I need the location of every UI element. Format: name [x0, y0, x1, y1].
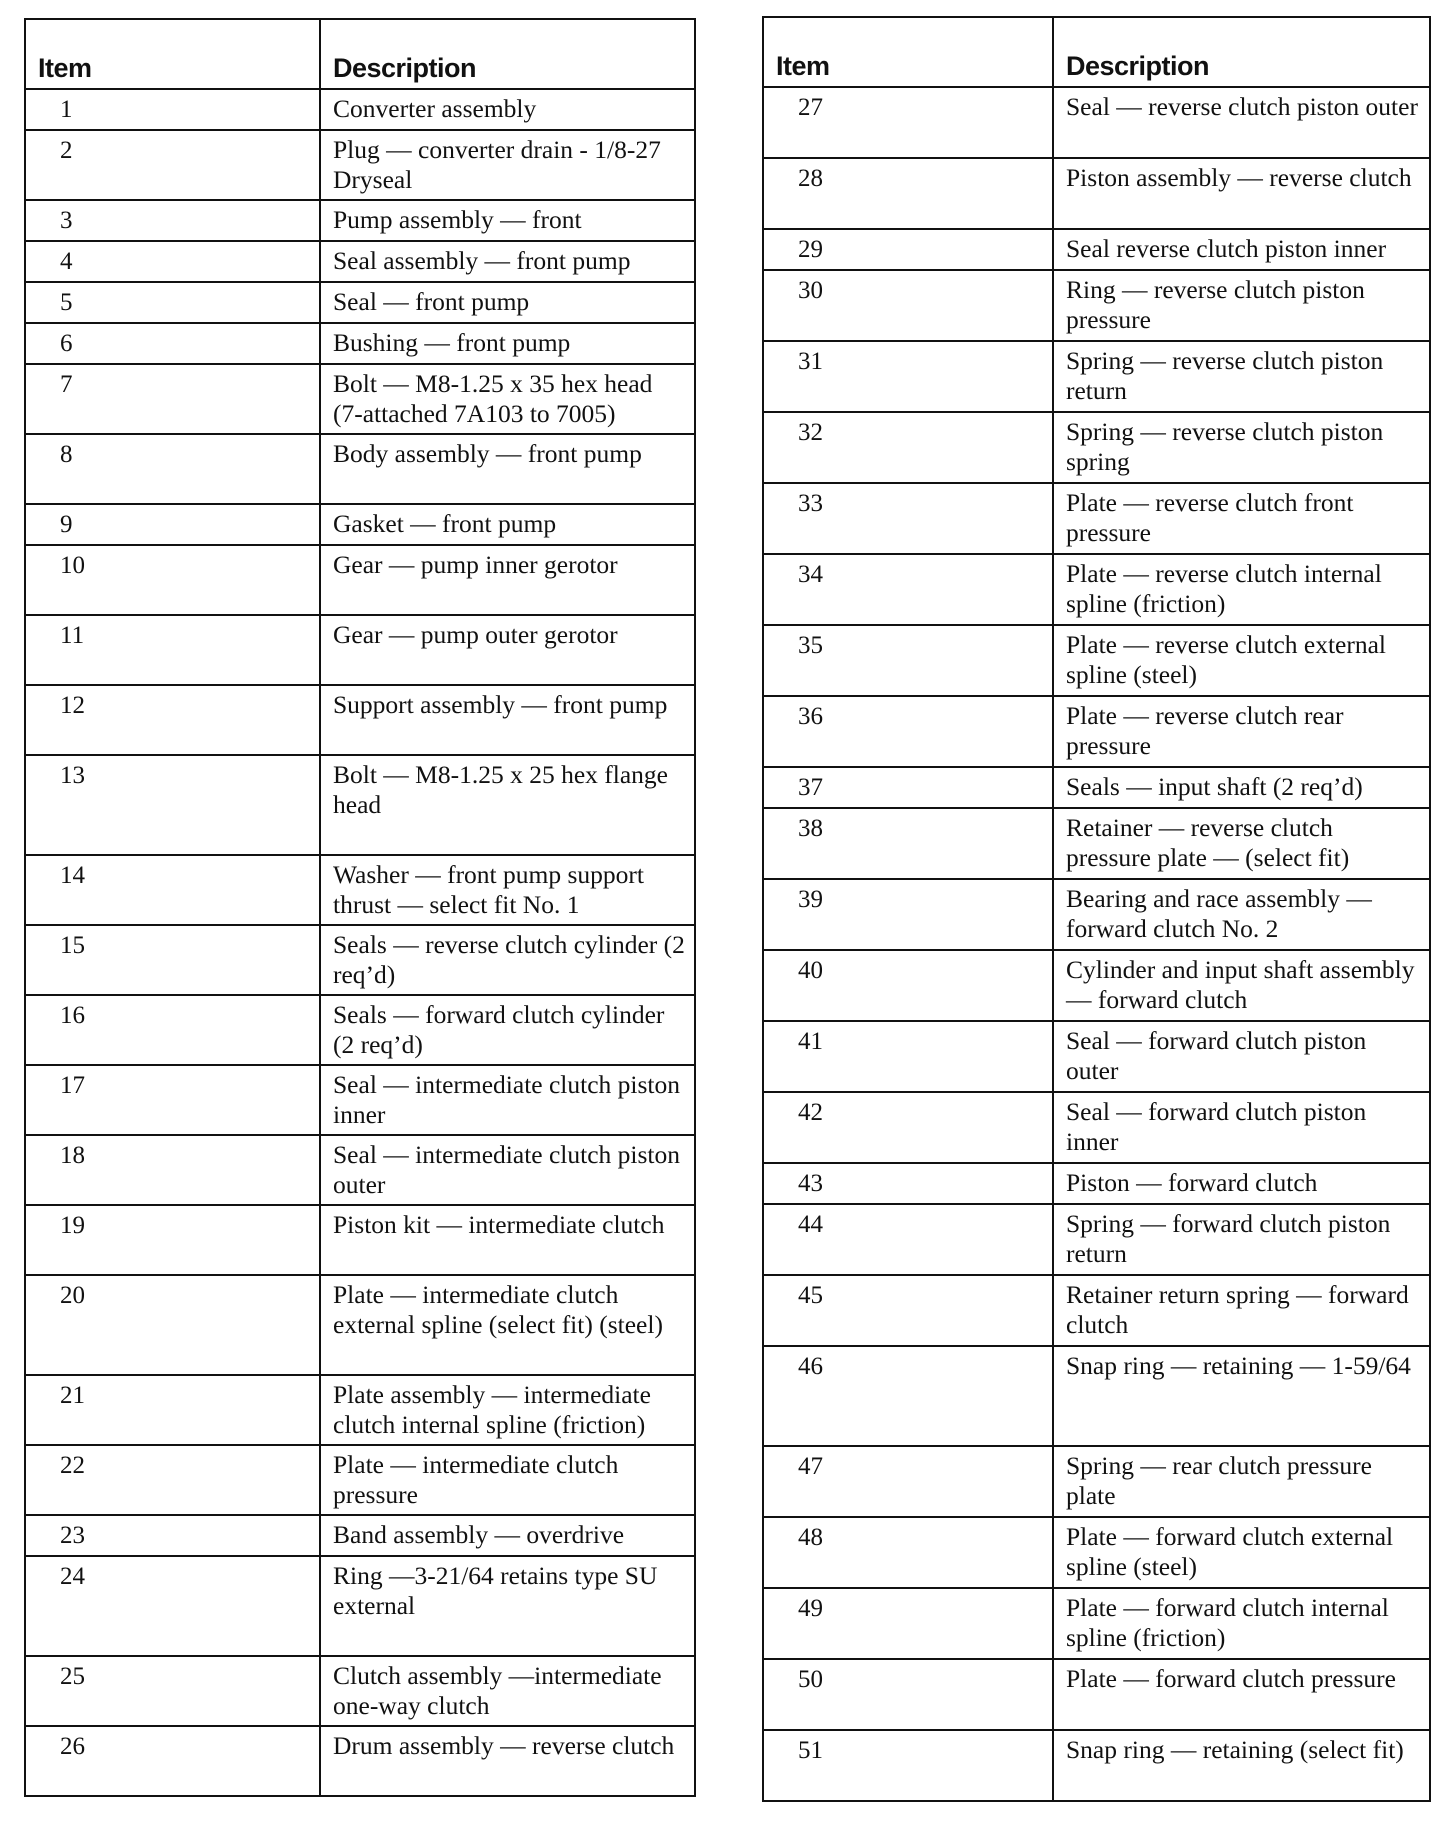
item-number: 28 — [763, 158, 1053, 229]
item-number: 45 — [763, 1275, 1053, 1346]
item-number: 1 — [25, 89, 320, 130]
item-description: Seal — reverse clutch piston outer — [1053, 87, 1430, 158]
table-row — [25, 1556, 695, 1656]
item-description: Cylinder and input shaft assembly — forward clutch — [1053, 950, 1430, 1021]
item-description: Spring — reverse clutch piston spring — [1053, 412, 1430, 483]
table-row — [763, 1588, 1430, 1659]
item-description: Clutch assembly —intermediate one-way clutch — [320, 1656, 695, 1726]
item-number: 26 — [25, 1726, 320, 1796]
item-description: Retainer return spring — forward clutch — [1053, 1275, 1430, 1346]
item-number: 38 — [763, 808, 1053, 879]
table-row — [763, 696, 1430, 767]
item-description: Piston assembly — reverse clutch — [1053, 158, 1430, 229]
item-description: Plate — reverse clutch front pressure — [1053, 483, 1430, 554]
table-row — [25, 504, 695, 545]
item-number: 3 — [25, 200, 320, 241]
item-number: 36 — [763, 696, 1053, 767]
item-description: Washer — front pump support thrust — select fit No. 1 — [320, 855, 695, 925]
item-description: Seals — input shaft (2 req’d) — [1053, 767, 1430, 808]
item-description: Gasket — front pump — [320, 504, 695, 545]
header-row — [763, 17, 1430, 87]
item-number: 50 — [763, 1659, 1053, 1730]
parts-table-right — [762, 16, 1431, 1802]
item-number: 17 — [25, 1065, 320, 1135]
item-number: 29 — [763, 229, 1053, 270]
item-number: 7 — [25, 364, 320, 434]
item-description: Seal — front pump — [320, 282, 695, 323]
item-description: Seal — forward clutch piston outer — [1053, 1021, 1430, 1092]
table-row — [763, 341, 1430, 412]
item-number: 24 — [25, 1556, 320, 1656]
item-description: Band assembly — overdrive — [320, 1515, 695, 1556]
item-number: 2 — [25, 130, 320, 200]
item-description: Retainer — reverse clutch pressure plate — (select fit) — [1053, 808, 1430, 879]
item-number: 27 — [763, 87, 1053, 158]
table-row — [763, 1659, 1430, 1730]
item-description: Ring —3-21/64 retains type SU external — [320, 1556, 695, 1656]
item-number: 25 — [25, 1656, 320, 1726]
item-number: 10 — [25, 545, 320, 615]
table-row — [763, 1446, 1430, 1517]
table-row — [763, 879, 1430, 950]
item-number: 39 — [763, 879, 1053, 950]
item-number: 15 — [25, 925, 320, 995]
item-number: 43 — [763, 1163, 1053, 1204]
item-number: 14 — [25, 855, 320, 925]
item-description: Plate assembly — intermediate clutch internal spline (friction) — [320, 1375, 695, 1445]
item-number: 16 — [25, 995, 320, 1065]
item-description: Seal — forward clutch piston inner — [1053, 1092, 1430, 1163]
table-row — [25, 1515, 695, 1556]
table-row — [763, 1517, 1430, 1588]
table-row — [25, 323, 695, 364]
table-row — [25, 89, 695, 130]
item-number: 30 — [763, 270, 1053, 341]
item-description: Plate — intermediate clutch pressure — [320, 1445, 695, 1515]
item-description: Bushing — front pump — [320, 323, 695, 364]
item-number: 44 — [763, 1204, 1053, 1275]
item-description: Seal — intermediate clutch piston inner — [320, 1065, 695, 1135]
table-row — [763, 270, 1430, 341]
table-row — [763, 1021, 1430, 1092]
table-row — [763, 808, 1430, 879]
item-number: 18 — [25, 1135, 320, 1205]
item-number: 5 — [25, 282, 320, 323]
item-number: 34 — [763, 554, 1053, 625]
parts-table-left — [24, 18, 696, 1797]
header-row — [25, 19, 695, 89]
description-header: Description — [320, 19, 695, 89]
table-row — [25, 1656, 695, 1726]
table-row — [25, 1205, 695, 1275]
item-number: 6 — [25, 323, 320, 364]
item-description: Bolt — M8-1.25 x 35 hex head (7-attached 7A103 to 7005) — [320, 364, 695, 434]
item-description: Plate — forward clutch external spline (steel) — [1053, 1517, 1430, 1588]
table-row — [25, 241, 695, 282]
table-row — [25, 855, 695, 925]
table-row — [25, 995, 695, 1065]
item-number: 12 — [25, 685, 320, 755]
item-number: 9 — [25, 504, 320, 545]
table-row — [763, 87, 1430, 158]
item-description: Seal reverse clutch piston inner — [1053, 229, 1430, 270]
item-number: 8 — [25, 434, 320, 504]
item-description: Plate — reverse clutch rear pressure — [1053, 696, 1430, 767]
item-description: Seals — reverse clutch cylinder (2 req’d) — [320, 925, 695, 995]
table-row — [25, 1065, 695, 1135]
table-row — [763, 950, 1430, 1021]
table-row — [763, 1204, 1430, 1275]
table-row — [25, 1726, 695, 1796]
table-row — [763, 1092, 1430, 1163]
item-description: Converter assembly — [320, 89, 695, 130]
item-description: Plate — intermediate clutch external spline (select fit) (steel) — [320, 1275, 695, 1375]
item-description: Spring — forward clutch piston return — [1053, 1204, 1430, 1275]
table-row — [25, 1375, 695, 1445]
item-number: 22 — [25, 1445, 320, 1515]
table-row — [25, 755, 695, 855]
item-description: Seal assembly — front pump — [320, 241, 695, 282]
description-header: Description — [1053, 17, 1430, 87]
item-description: Support assembly — front pump — [320, 685, 695, 755]
item-number: 19 — [25, 1205, 320, 1275]
item-number: 41 — [763, 1021, 1053, 1092]
item-description: Plate — forward clutch pressure — [1053, 1659, 1430, 1730]
table-row — [25, 282, 695, 323]
item-number: 32 — [763, 412, 1053, 483]
item-description: Plug — converter drain - 1/8-27 Dryseal — [320, 130, 695, 200]
item-number: 48 — [763, 1517, 1053, 1588]
table-row — [25, 1445, 695, 1515]
item-description: Plate — reverse clutch internal spline (friction) — [1053, 554, 1430, 625]
item-description: Gear — pump outer gerotor — [320, 615, 695, 685]
table-row — [25, 925, 695, 995]
item-number: 33 — [763, 483, 1053, 554]
item-header: Item — [25, 19, 320, 89]
table-row — [25, 1135, 695, 1205]
item-number: 46 — [763, 1346, 1053, 1446]
item-description: Seals — forward clutch cylinder (2 req’d) — [320, 995, 695, 1065]
table-row — [25, 130, 695, 200]
item-number: 20 — [25, 1275, 320, 1375]
item-description: Body assembly — front pump — [320, 434, 695, 504]
item-description: Pump assembly — front — [320, 200, 695, 241]
table-row — [763, 1163, 1430, 1204]
item-number: 40 — [763, 950, 1053, 1021]
table-row — [763, 625, 1430, 696]
item-number: 13 — [25, 755, 320, 855]
table-row — [25, 200, 695, 241]
item-description: Bearing and race assembly — forward clutch No. 2 — [1053, 879, 1430, 950]
item-description: Seal — intermediate clutch piston outer — [320, 1135, 695, 1205]
table-row — [763, 229, 1430, 270]
item-number: 37 — [763, 767, 1053, 808]
table-row — [763, 1346, 1430, 1446]
item-number: 47 — [763, 1446, 1053, 1517]
item-description: Snap ring — retaining (select fit) — [1053, 1730, 1430, 1801]
table-row — [763, 554, 1430, 625]
item-description: Ring — reverse clutch piston pressure — [1053, 270, 1430, 341]
item-number: 23 — [25, 1515, 320, 1556]
item-description: Plate — reverse clutch external spline (steel) — [1053, 625, 1430, 696]
item-number: 42 — [763, 1092, 1053, 1163]
table-row — [763, 158, 1430, 229]
item-description: Piston kit — intermediate clutch — [320, 1205, 695, 1275]
table-row — [25, 615, 695, 685]
table-row — [25, 545, 695, 615]
table-row — [763, 767, 1430, 808]
item-description: Spring — reverse clutch piston return — [1053, 341, 1430, 412]
table-row — [763, 1275, 1430, 1346]
item-number: 31 — [763, 341, 1053, 412]
item-description: Piston — forward clutch — [1053, 1163, 1430, 1204]
item-header: Item — [763, 17, 1053, 87]
table-row — [25, 364, 695, 434]
table-row — [763, 412, 1430, 483]
table-row — [25, 685, 695, 755]
item-number: 21 — [25, 1375, 320, 1445]
item-description: Bolt — M8-1.25 x 25 hex flange head — [320, 755, 695, 855]
item-description: Plate — forward clutch internal spline (friction) — [1053, 1588, 1430, 1659]
item-description: Drum assembly — reverse clutch — [320, 1726, 695, 1796]
item-description: Gear — pump inner gerotor — [320, 545, 695, 615]
item-number: 51 — [763, 1730, 1053, 1801]
table-row — [25, 1275, 695, 1375]
item-description: Spring — rear clutch pressure plate — [1053, 1446, 1430, 1517]
item-number: 4 — [25, 241, 320, 282]
table-row — [763, 483, 1430, 554]
item-number: 35 — [763, 625, 1053, 696]
item-description: Snap ring — retaining — 1-59/64 — [1053, 1346, 1430, 1446]
table-row — [763, 1730, 1430, 1801]
table-row — [25, 434, 695, 504]
item-number: 49 — [763, 1588, 1053, 1659]
item-number: 11 — [25, 615, 320, 685]
